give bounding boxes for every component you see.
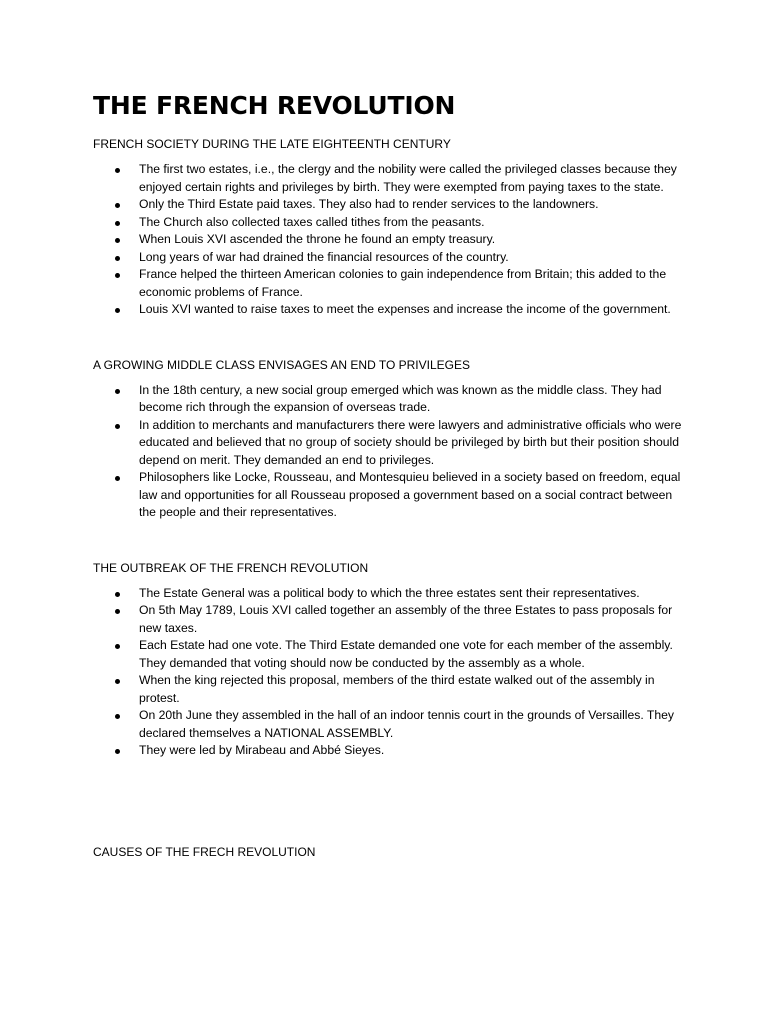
bullet-icon [115, 592, 120, 597]
bullet-icon [115, 221, 120, 226]
bullet-icon [115, 238, 120, 243]
bullet-icon [115, 644, 120, 649]
list-item [93, 231, 683, 249]
bullet-icon [115, 256, 120, 261]
page-title: THE FRENCH REVOLUTION [93, 91, 456, 120]
list-item-text: The Church also collected taxes called tithes from the peasants. [139, 214, 485, 229]
list-item [93, 249, 683, 267]
section-heading: FRENCH SOCIETY DURING THE LATE EIGHTEENTH CENTURY [93, 137, 451, 151]
section [93, 357, 683, 522]
list-item [93, 161, 683, 196]
list-item [93, 672, 683, 707]
bullet-icon [115, 476, 120, 481]
section [93, 136, 683, 319]
list-item-text: Philosophers like Locke, Rousseau, and Montesquieu believed in a society based on freedom, equal law and opportunities for all Rousseau proposed a government based on a social contract between the people and their representatives. [139, 470, 681, 519]
list-item-text: On 20th June they assembled in the hall of an indoor tennis court in the grounds of Versailles. They declared themselves a NATIONAL ASSEMBLY. [139, 708, 674, 740]
bullet-icon [115, 389, 120, 394]
list-item [93, 602, 683, 637]
list-item-text: Long years of war had drained the financial resources of the country. [139, 249, 509, 264]
list-item [93, 469, 683, 522]
section-heading: THE OUTBREAK OF THE FRENCH REVOLUTION [93, 560, 369, 575]
list-item [93, 707, 683, 742]
section [93, 560, 683, 760]
list-item-text: France helped the thirteen American colonies to gain independence from Britain; this added to the economic problems of France. [139, 267, 667, 299]
bullet-list [93, 161, 683, 319]
list-item [93, 214, 683, 232]
document-page [93, 88, 683, 869]
bullet-icon [115, 424, 120, 429]
list-item [93, 301, 683, 319]
section-heading: CAUSES OF THE FRECH REVOLUTION [93, 844, 316, 859]
list-item-text: Louis XVI wanted to raise taxes to meet the expenses and increase the income of the government. [139, 302, 671, 316]
bullet-icon [115, 273, 120, 278]
list-item-text: In the 18th century, a new social group emerged which was known as the middle class. They had become rich through the expansion of overseas trade. [139, 382, 662, 414]
bullet-icon [115, 168, 120, 173]
list-item [93, 637, 683, 672]
section [93, 844, 683, 860]
bullet-icon [115, 714, 120, 719]
bullet-icon [115, 308, 120, 313]
list-item [93, 585, 683, 603]
bullet-icon [115, 609, 120, 614]
list-item-text: In addition to merchants and manufacturers there were lawyers and administrative officials who were educated and believed that no group of society should be privileged by birth but their position should depend on merit. They demanded an end to privileges. [139, 417, 682, 467]
list-item-text: The first two estates, i.e., the clergy and the nobility were called the privileged classes because they enjoyed certain rights and privileges by birth. They were exempted from paying taxes to the state. [139, 162, 677, 194]
list-item [93, 196, 683, 214]
bullet-icon [115, 679, 120, 684]
bullet-icon [115, 749, 120, 754]
section-heading: A GROWING MIDDLE CLASS ENVISAGES AN END TO PRIVILEGES [93, 357, 470, 372]
list-item-text: When the king rejected this proposal, members of the third estate walked out of the assembly in protest. [139, 673, 655, 705]
list-item [93, 266, 683, 301]
list-item-text: When Louis XVI ascended the throne he found an empty treasury. [139, 232, 496, 246]
list-item [93, 742, 683, 760]
bullet-list [93, 382, 683, 522]
list-item [93, 382, 683, 417]
bullet-icon [115, 203, 120, 208]
list-item-text: Each Estate had one vote. The Third Estate demanded one vote for each member of the assembly. They demanded that voting should now be conducted by the assembly as a whole. [139, 638, 673, 670]
list-item-text: They were led by Mirabeau and Abbé Sieyes. [139, 743, 385, 757]
list-item [93, 417, 683, 470]
list-item-text: The Estate General was a political body to which the three estates sent their representatives. [139, 585, 640, 600]
document-body [93, 136, 683, 860]
bullet-list [93, 585, 683, 760]
list-item-text: Only the Third Estate paid taxes. They also had to render services to the landowners. [139, 197, 599, 211]
list-item-text: On 5th May 1789, Louis XVI called together an assembly of the three Estates to pass proposals for new taxes. [139, 603, 673, 635]
